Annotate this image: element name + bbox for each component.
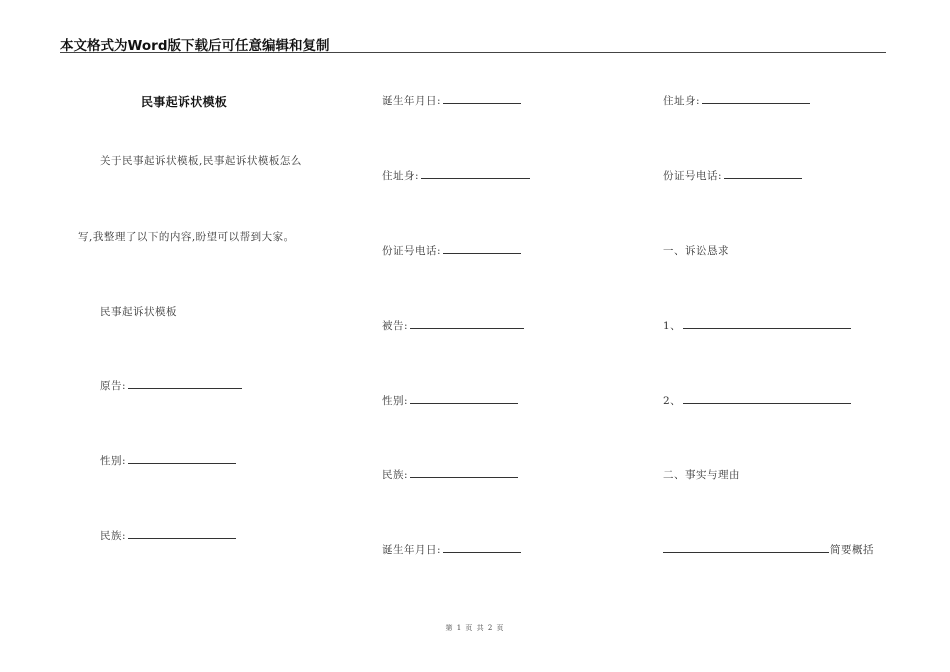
page-number: 第 1 页 共 2 页	[445, 624, 505, 632]
document-title: 民事起诉状模板	[141, 95, 228, 109]
intro-line-2: 写,我整理了以下的内容,盼望可以帮到大家。	[78, 231, 295, 243]
plaintiff-birthdate-field	[382, 93, 521, 108]
phone-blank-line	[724, 168, 802, 179]
defendant-birthdate-field	[382, 542, 521, 557]
phone-label: 份证号电话:	[663, 170, 723, 182]
ethnicity-blank-line	[128, 528, 236, 539]
birthdate-label: 诞生年月日:	[382, 95, 442, 107]
document-header: 本文格式为Word版下载后可任意编辑和复制	[60, 38, 330, 54]
template-subheading: 民事起诉状模板	[100, 306, 177, 318]
phone-blank-line	[443, 243, 521, 254]
birthdate-label: 诞生年月日:	[382, 544, 442, 556]
claim-1-blank-line	[683, 318, 851, 329]
plaintiff-address-field	[382, 168, 530, 183]
claim-2-label: 2、	[663, 395, 682, 407]
defendant-address-field	[663, 93, 810, 108]
address-label: 住址身:	[663, 95, 701, 107]
defendant-gender-field	[382, 393, 518, 408]
plaintiff-label: 原告:	[100, 380, 127, 392]
address-blank-line	[702, 93, 810, 104]
gender-blank-line	[410, 393, 518, 404]
plaintiff-blank-line	[128, 378, 242, 389]
address-blank-line	[421, 168, 530, 179]
address-label: 住址身:	[382, 170, 420, 182]
ethnicity-blank-line	[410, 467, 518, 478]
gender-label: 性别:	[382, 395, 409, 407]
plaintiff-phone-field	[382, 243, 521, 258]
ethnicity-label: 民族:	[382, 469, 409, 481]
ethnicity-label: 民族:	[100, 530, 127, 542]
plaintiff-gender-field	[100, 453, 236, 468]
gender-label: 性别:	[100, 455, 127, 467]
summary-suffix: 简要概括	[830, 544, 874, 556]
claim-2-blank-line	[683, 393, 851, 404]
defendant-label: 被告:	[382, 320, 409, 332]
phone-label: 份证号电话:	[382, 245, 442, 257]
claim-1-field	[663, 318, 851, 333]
facts-blank-line	[663, 542, 829, 553]
defendant-ethnicity-field	[382, 467, 518, 482]
birthdate-blank-line	[443, 542, 521, 553]
intro-line-1: 关于民事起诉状模板,民事起诉状模板怎么	[100, 155, 302, 167]
plaintiff-field	[100, 378, 242, 393]
facts-summary-field	[663, 542, 874, 557]
defendant-phone-field	[663, 168, 802, 183]
plaintiff-ethnicity-field	[100, 528, 236, 543]
claim-2-field	[663, 393, 851, 408]
gender-blank-line	[128, 453, 236, 464]
defendant-field	[382, 318, 524, 333]
defendant-blank-line	[410, 318, 524, 329]
birthdate-blank-line	[443, 93, 521, 104]
claims-heading: 一、诉讼恳求	[663, 245, 729, 257]
claim-1-label: 1、	[663, 320, 682, 332]
facts-heading: 二、事实与理由	[663, 469, 740, 481]
header-divider	[60, 52, 886, 53]
